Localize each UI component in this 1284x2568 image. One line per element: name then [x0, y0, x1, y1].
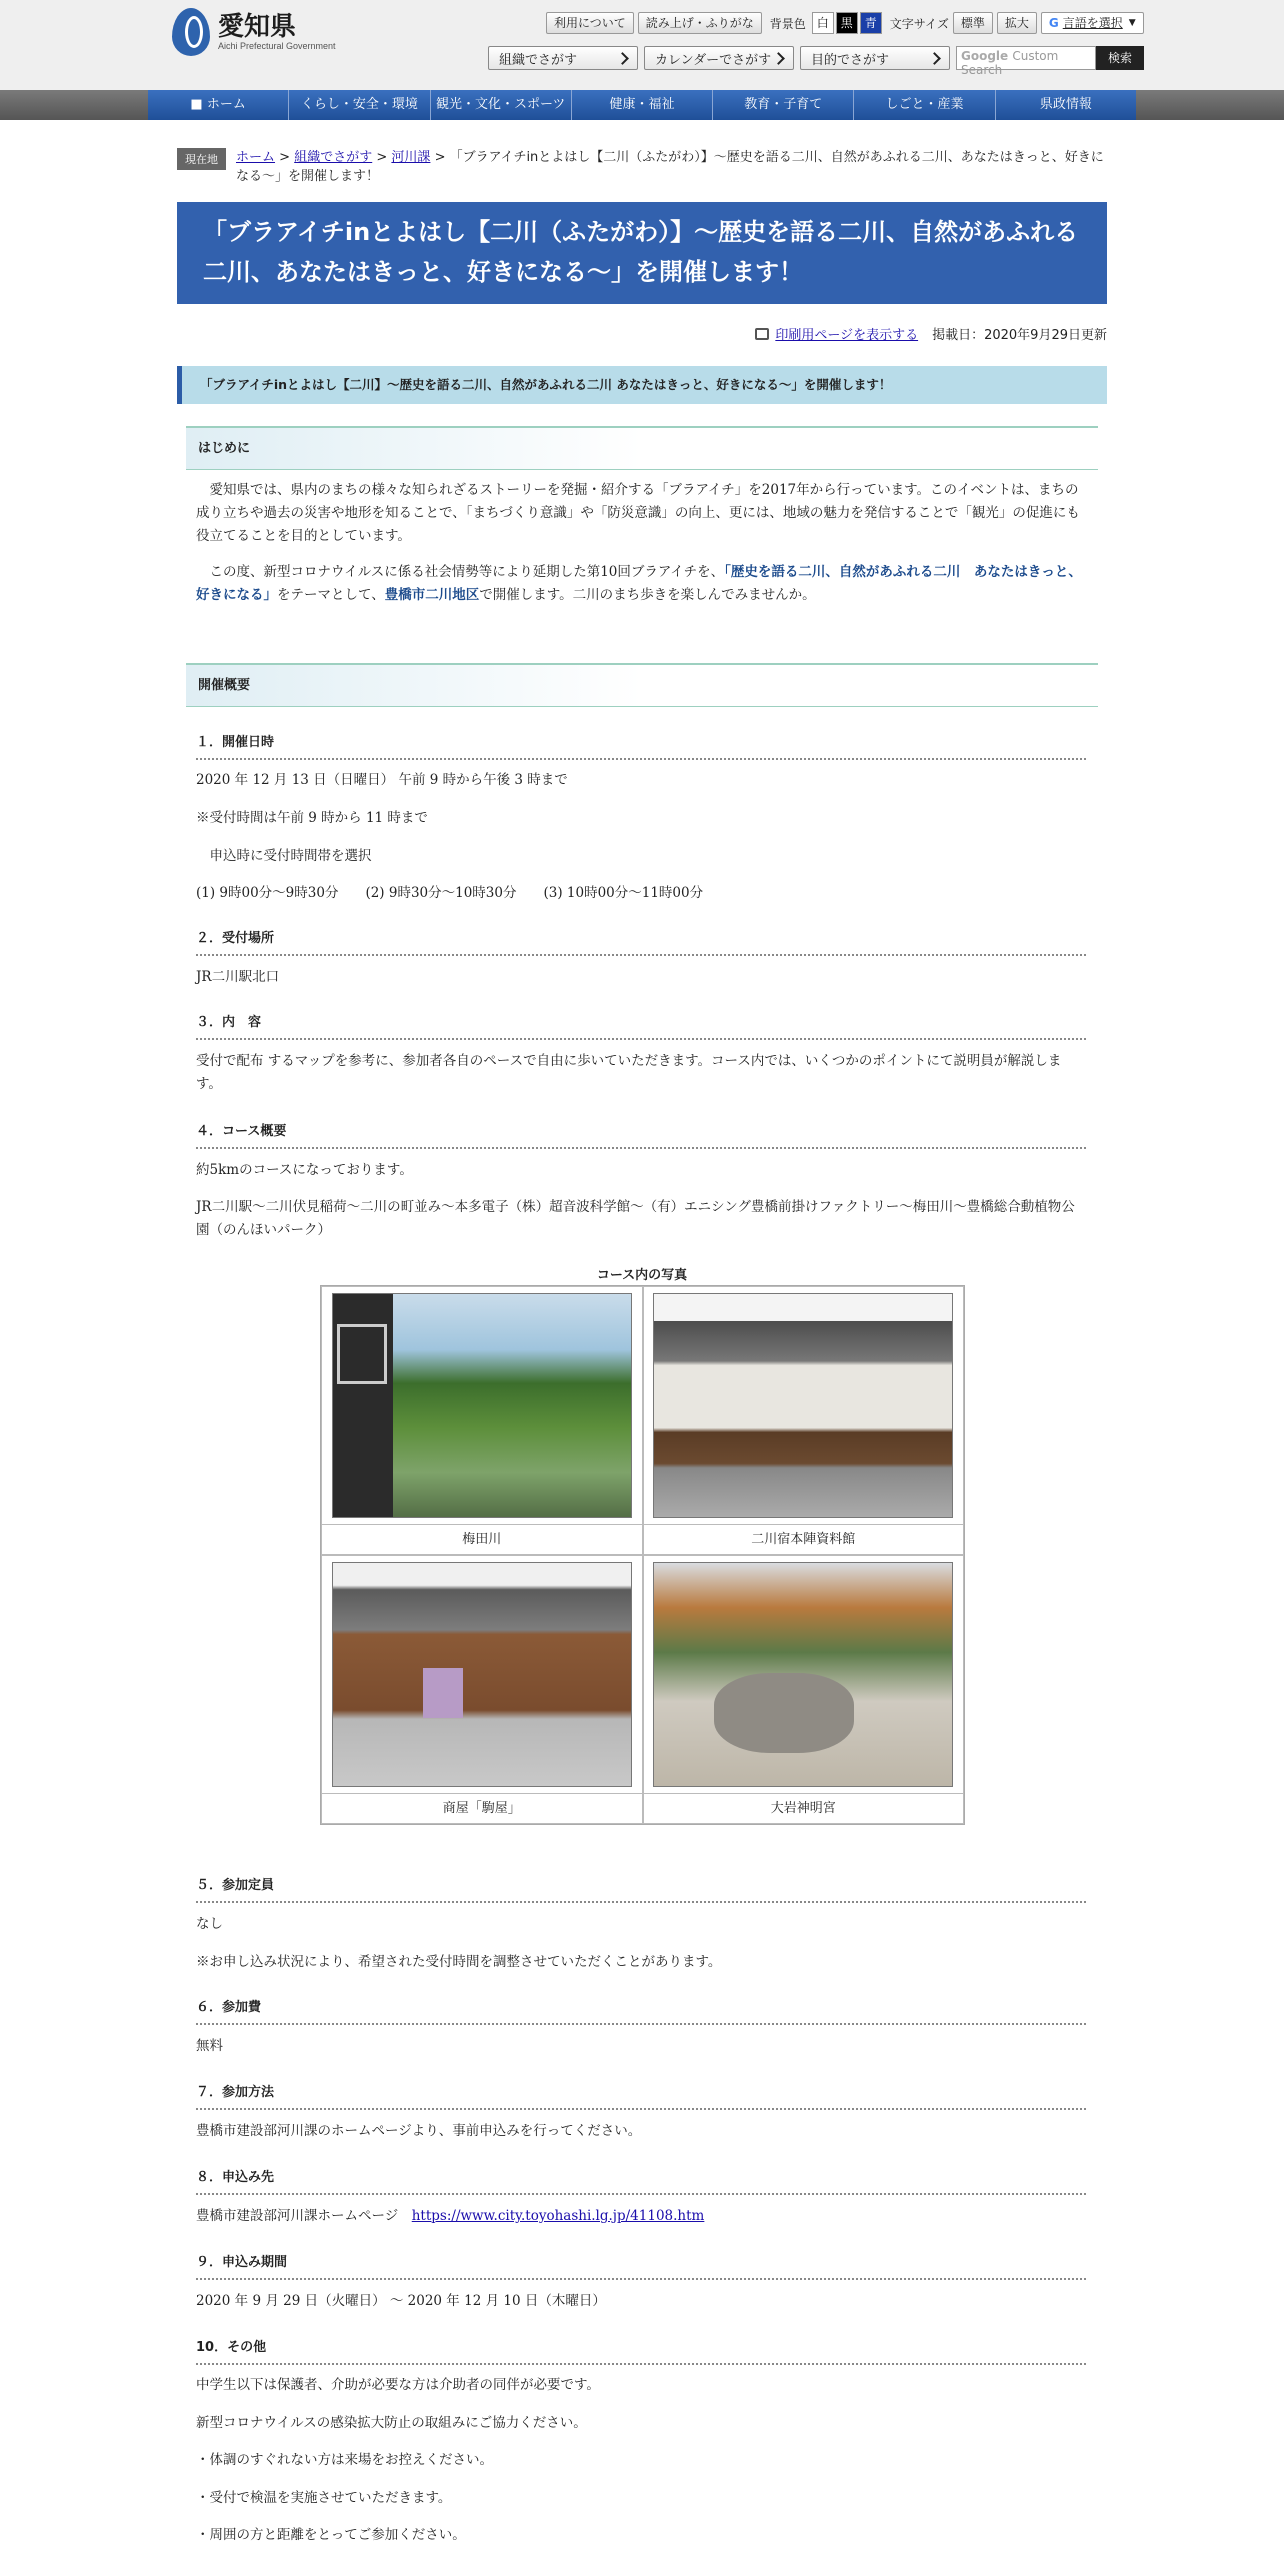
photo-umedagawa: [332, 1293, 632, 1518]
page-meta: [755, 324, 1107, 343]
font-large-button[interactable]: 拡大: [997, 12, 1037, 34]
search-by-org-select[interactable]: 組織でさがす: [488, 46, 638, 70]
photo-cell: [643, 1286, 965, 1555]
intro-theme: 「歴史を語る二川、自然があふれる二川 あなたはきっと、好きになる」: [196, 564, 1082, 603]
nav-education[interactable]: 教育・子育て: [712, 90, 853, 120]
published-date: 掲載日：2020年9月29日更新: [932, 328, 1107, 343]
search-button[interactable]: 検索: [1096, 46, 1144, 70]
breadcrumb-sep: >: [434, 150, 446, 165]
section-heading-period: ９．申込み期間: [196, 2251, 1086, 2280]
translate-label: 言語を選択: [1062, 16, 1123, 30]
course-route: JR二川駅～二川伏見稲荷～二川の町並み～本多電子（株）超音波科学館～（有）エニシング豊橋前掛けファクトリー～梅田川～豊橋総合動植物公園（のんほいパーク）: [196, 1199, 1075, 1238]
section-heading-method: ７．参加方法: [196, 2081, 1086, 2110]
bg-black-button[interactable]: 黒: [836, 12, 858, 34]
contact-line: [196, 2205, 1086, 2228]
nav-health[interactable]: 健康・福祉: [571, 90, 712, 120]
place-line: JR二川駅北口: [196, 969, 280, 985]
fee-line: 無料: [196, 2038, 223, 2054]
logo-text: 愛知県: [218, 12, 297, 42]
period-line: 2020 年 9 月 29 日（火曜日） ～ 2020 年 12 月 10 日（木曜日）: [196, 2293, 606, 2309]
site-logo[interactable]: [172, 8, 336, 56]
capacity-line: なし: [196, 1916, 223, 1932]
utility-toolbar: [542, 12, 1144, 34]
breadcrumb-sep: >: [279, 150, 291, 165]
nav-home-label: ホーム: [206, 97, 246, 112]
font-standard-button[interactable]: 標準: [953, 12, 993, 34]
search-by-purpose-select[interactable]: 目的でさがす: [800, 46, 950, 70]
capacity-note: ※お申し込み状況により、希望された受付時間を調整させていただくことがあります。: [196, 1954, 722, 1970]
nav-work[interactable]: しごと・産業: [853, 90, 994, 120]
toyohashi-link[interactable]: https://www.city.toyohashi.lg.jp/41108.htm: [411, 2208, 705, 2224]
section-heading-capacity: ５．参加定員: [196, 1874, 1086, 1903]
here-badge: 現在地: [177, 148, 226, 170]
stone-ox-shape: [714, 1673, 854, 1753]
photo-cell: [321, 1286, 643, 1555]
site-search-input[interactable]: [956, 46, 1096, 77]
intro-p2-text: この度、新型コロナウイルスに係る社会情勢等により延期した第10回ブラアイチを、: [196, 564, 725, 580]
other-line-5: ・周囲の方と距離をとってご参加ください。: [196, 2527, 466, 2543]
usage-button[interactable]: 利用について: [546, 12, 634, 34]
printer-icon: [755, 328, 769, 340]
intro-p2-text: で開催します。二川のまち歩きを楽しんでみませんか。: [479, 587, 816, 603]
photo-caption: 梅田川: [322, 1524, 642, 1554]
section-heading-course: ４．コース概要: [196, 1120, 1086, 1149]
section-heading-other: 10．その他: [196, 2336, 1086, 2365]
translate-select[interactable]: [1041, 12, 1144, 34]
photo-cell: [643, 1555, 965, 1824]
fontsize-label: 文字サイズ: [889, 16, 949, 31]
section-heading-datetime: １．開催日時: [196, 731, 1086, 760]
bg-color-label: 背景色: [769, 16, 806, 31]
intro-area: 豊橋市二川地区: [384, 587, 480, 603]
other-line-4: ・受付で検温を実施させていただきます。: [196, 2490, 452, 2506]
search-placeholder: Custom Search: [961, 49, 1059, 77]
photo-oiwa-shinmeigu: [653, 1562, 953, 1787]
photo-table: [320, 1285, 965, 1825]
photo-caption: 二川宿本陣資料館: [644, 1524, 964, 1554]
readaloud-button[interactable]: 読み上げ・ふりがな: [638, 12, 762, 34]
breadcrumb-sep: >: [376, 150, 388, 165]
course-distance: 約5kmのコースになっております。: [196, 1162, 413, 1178]
bg-white-button[interactable]: 白: [812, 12, 834, 34]
noren-curtain-shape: [423, 1668, 463, 1718]
other-line-3: ・体調のすぐれない方は来場をお控えください。: [196, 2452, 493, 2468]
global-nav: [0, 90, 1284, 120]
breadcrumb-dept-link[interactable]: 河川課: [391, 150, 431, 165]
section-heading-content: ３．内 容: [196, 1011, 1086, 1040]
dropdown-arrow-icon: ▼: [1128, 18, 1136, 28]
google-logo-icon: Google: [961, 49, 1013, 63]
google-g-icon: G: [1048, 16, 1059, 30]
site-header: [0, 0, 1284, 90]
home-icon: ■: [190, 97, 207, 112]
section-subtitle: 「ブラアイチinとよはし【二川】～歴史を語る二川、自然があふれる二川 あなたはきっと、好きになる～」を開催します！: [177, 366, 1107, 404]
nav-home[interactable]: [148, 90, 288, 120]
breadcrumb-org-link[interactable]: 組織でさがす: [294, 150, 373, 165]
content-line: 受付で配布 するマップを参考に、参加者各自のペースで自由に歩いていただきます。コース内では、いくつかのポイントにて説明員が解説します。: [196, 1053, 1062, 1092]
prefecture-emblem-icon: [172, 8, 210, 56]
search-row: [488, 46, 1144, 77]
photo-komaya: [332, 1562, 632, 1787]
nav-living[interactable]: くらし・安全・環境: [288, 90, 429, 120]
other-line-2: 新型コロナウイルスの感染拡大防止の取組みにご協力ください。: [196, 2415, 587, 2431]
bg-blue-button[interactable]: 青: [860, 12, 882, 34]
method-line: 豊橋市建設部河川課のホームページより、事前申込みを行ってください。: [196, 2123, 642, 2139]
lantern-emblem-icon: [337, 1324, 387, 1384]
page-title: 「ブラアイチinとよはし【二川（ふたがわ）】～歴史を語る二川、自然があふれる二川、あなたはきっと、好きになる～」を開催します！: [177, 202, 1107, 304]
intro-paragraph-2: [196, 561, 1086, 607]
breadcrumb: [177, 148, 1107, 186]
logo-subtext: Aichi Prefectural Government: [218, 41, 336, 51]
reception-slot-note: 申込時に受付時間帯を選択: [196, 848, 372, 864]
intro-heading: はじめに: [186, 426, 1098, 470]
reception-time-note: ※受付時間は午前 9 時から 11 時まで: [196, 810, 428, 826]
datetime-line: 2020 年 12 月 13 日（日曜日） 午前 9 時から午後 3 時まで: [196, 772, 568, 788]
nav-government[interactable]: 県政情報: [995, 90, 1136, 120]
reception-slots: (1) 9時00分～9時30分 (2) 9時30分～10時30分 (3) 10時00分～11時00分: [196, 885, 704, 901]
breadcrumb-home-link[interactable]: ホーム: [236, 150, 276, 165]
overview-heading: 開催概要: [186, 663, 1098, 707]
photo-futagawa-honjin: [653, 1293, 953, 1518]
photo-caption: 大岩神明宮: [644, 1793, 964, 1823]
contact-text: 豊橋市建設部河川課ホームページ: [196, 2208, 412, 2224]
section-heading-place: ２．受付場所: [196, 927, 1086, 956]
intro-paragraph-1: 愛知県では、県内のまちの様々な知られざるストーリーを発掘・紹介する「ブラアイチ」を2017年から行っています。このイベントは、まちの成り立ちや過去の災害や地形を知ることで、「まちづくり意識」や「防災意識」の向上、更には、地域の魅力を発信することで「観光」の促進にも役立てることを目的としています。: [196, 482, 1080, 544]
search-by-calendar-select[interactable]: カレンダーでさがす: [644, 46, 794, 70]
print-page-link[interactable]: 印刷用ページを表示する: [775, 328, 919, 343]
photo-caption: 商屋「駒屋」: [322, 1793, 642, 1823]
other-line-1: 中学生以下は保護者、介助が必要な方は介助者の同伴が必要です。: [196, 2377, 600, 2393]
section-heading-contact: ８．申込み先: [196, 2166, 1086, 2195]
intro-p2-text: をテーマとして、: [277, 587, 385, 603]
photo-cell: [321, 1555, 643, 1824]
photos-caption: コース内の写真: [596, 1268, 688, 1283]
section-heading-fee: ６．参加費: [196, 1996, 1086, 2025]
breadcrumb-current: 「ブラアイチinとよはし【二川（ふたがわ）】～歴史を語る二川、自然があふれる二川、あなたはきっと、好きになる～」を開催します！: [236, 150, 1104, 184]
nav-tourism[interactable]: 観光・文化・スポーツ: [430, 90, 571, 120]
